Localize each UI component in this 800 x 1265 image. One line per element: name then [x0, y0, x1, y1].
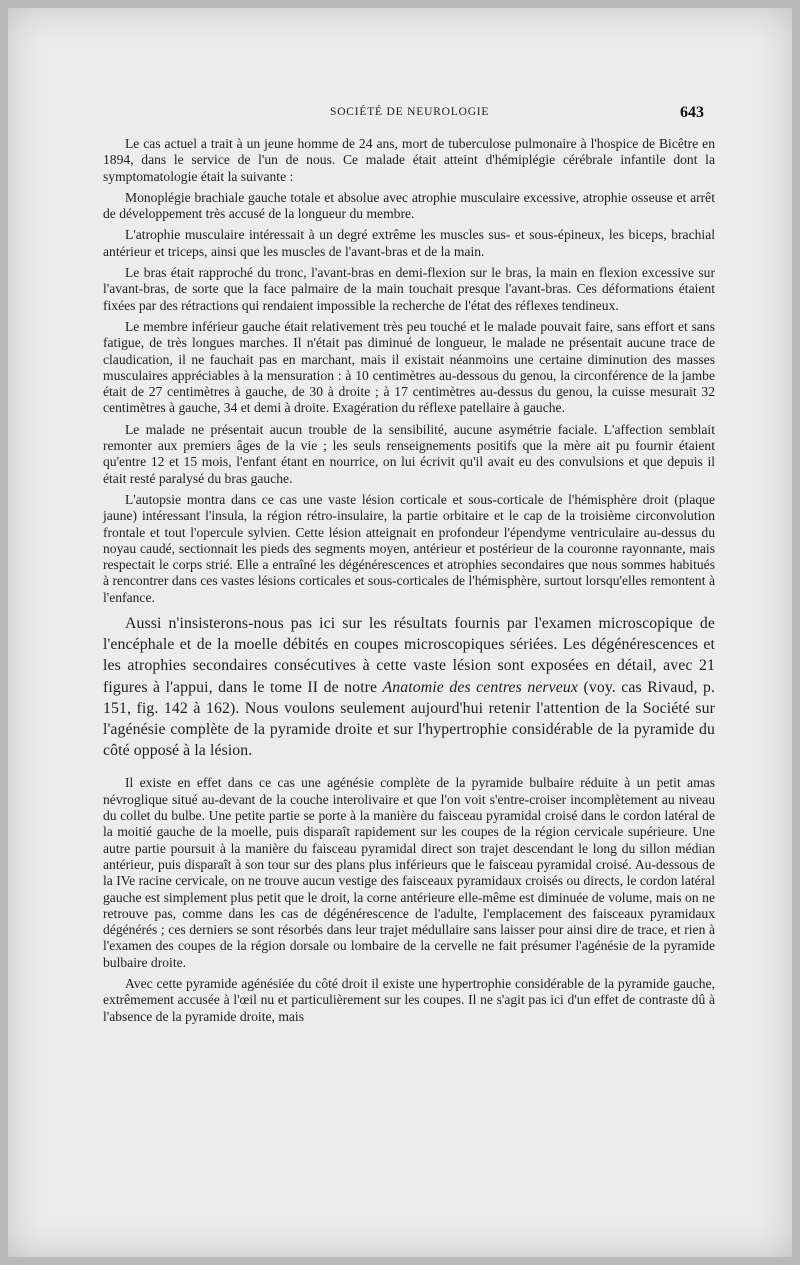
paragraph-7: L'autopsie montra dans ce cas une vaste lésion corticale et sous-corticale de l'hémisphère droit (plaque jaune) intéressant l'insula, la région rétro-insulaire, la partie orbitaire et le cap de la troisième circonvolution frontale et tout l'opercule sylvien. Cette lésion atteignait en profondeur l'épendyme ventriculaire au-dessus du noyau caudé, sectionnait les pieds des segments moyen, antérieur et postérieur de la couronne rayonnante, mais respectait le corps strié. Elle a entraîné les dégénérescences et atrophies secondaires que nous sommes habitués à rencontrer dans ces vastes lésions corticales et sous-corticales de l'hémisphère, surtout lorsqu'elles remontent à l'enfance.: [103, 491, 715, 605]
paragraph-6: Le malade ne présentait aucun trouble de la sensibilité, aucune asymétrie faciale. L'affection semblait remonter aux premiers âges de la vie ; les seuls renseignements positifs que la mère ait pu fournir étaient qu'entre 12 et 15 mois, l'enfant étant en nourrice, on lui écrivit qu'il avait eu des convulsions et que depuis il était resté paralysé du bras gauche.: [103, 421, 715, 486]
paragraph-4: Le bras était rapproché du tronc, l'avant-bras en demi-flexion sur le bras, la main en flexion excessive sur l'avant-bras, de sorte que la face palmaire de la main touchait presque l'avant-bras. Ces déformations étaient fixées par des rétractions qui rendaient impossible la recherche de l'état des réflexes tendineux.: [103, 265, 715, 313]
paragraph-8: [103, 613, 715, 761]
running-head: SOCIÉTÉ DE NEUROLOGIE: [330, 106, 490, 118]
page-header: [8, 106, 792, 136]
paragraph-8-part-a: Aussi n'insisterons-nous pas ici sur les résultats fournis par l'examen microscopique de l'encéphale et de la moelle débités en coupes microscopiques sériées. Les dégénérescences et les atrophies secondaires consécutives à cette vaste lésion sont exposées en détail, avec 21 figures à l'appui, dans le tome II de notre: [103, 615, 715, 696]
paragraph-9: Il existe en effet dans ce cas une agénésie complète de la pyramide bulbaire réduite à un petit amas névroglique situé au-devant de la couche interolivaire et que l'on voit s'entre-croiser incomplètement au niveau du collet du bulbe. Une petite partie se porte à la manière du faisceau pyramidal croisé dans le cordon latéral de la moitié gauche de la moelle, puis disparaît rapidement sur les coupes de la région cervicale supérieure. Une autre partie poursuit à la manière du faisceau pyramidal direct son trajet descendant le long du sillon médian antérieur, puis disparaît à son tour sur des plans plus inférieurs que le faisceau pyramidal croisé. Au-dessous de la IVe racine cervicale, on ne trouve aucun vestige des faisceaux pyramidaux croisés ou directs, le cordon latéral gauche est simplement plus petit que le droit, la corne antérieure elle-même est diminuée de volume, mais on ne retrouve pas, comme dans les cas de dégénérescence de l'adulte, l'emplacement des faisceaux pyramidaux dégénérés ; ces derniers se sont résorbés dans leur trajet médullaire sans laisser pour ainsi dire de trace, et rien à l'examen des coupes de la région dorsale ou lombaire de la cervelle ne fait présumer l'agénésie de la pyramide bulbaire droite.: [103, 775, 715, 970]
paragraph-8-part-b: (voy. cas Rivaud, p. 151, fig. 142 à 162). Nous voulons seulement aujourd'hui retenir l'attention de la Société sur l'agénésie complète de la pyramide droite et sur l'hypertrophie considérable de la pyramide du côté opposé à la lésion.: [103, 678, 715, 760]
paragraph-1: Le cas actuel a trait à un jeune homme de 24 ans, mort de tuberculose pulmonaire à l'hospice de Bicêtre en 1894, dans le service de l'un de nous. Ce malade était atteint d'hémiplégie cérébrale infantile dont la symptomatologie était la suivante :: [103, 136, 715, 184]
body-text: [103, 136, 715, 1030]
page-number: 643: [680, 104, 704, 121]
paragraph-3: L'atrophie musculaire intéressait à un degré extrême les muscles sus- et sous-épineux, les biceps, brachial antérieur et triceps, ainsi que les muscles de l'avant-bras et de la main.: [103, 227, 715, 259]
paragraph-5: Le membre inférieur gauche était relativement très peu touché et le malade pouvait faire, sans effort et sans fatigue, de très longues marches. Il n'était pas diminué de longueur, le malade ne présentait aucune trace de claudication, il ne fauchait pas en marchant, mais il existait néanmoins une certaine diminution des masses musculaires appréciables à la mensuration : à 10 centimètres au-dessous du genou, la circonférence de la jambe était de 27 centimètres à gauche, de 30 à droite ; à 17 centimètres au-dessus du genou, la cuisse mesurait 32 centimètres à gauche, 34 et demi à droite. Exagération du réflexe patellaire à gauche.: [103, 318, 715, 416]
book-page: [8, 8, 792, 1257]
paragraph-8-italic-title: Anatomie des centres nerveux: [382, 678, 579, 696]
paragraph-2: Monoplégie brachiale gauche totale et absolue avec atrophie musculaire excessive, atrophie osseuse et arrêt de développement très accusé de la longueur du membre.: [103, 189, 715, 222]
paragraph-10: Avec cette pyramide agénésiée du côté droit il existe une hypertrophie considérable de la pyramide gauche, extrêmement accusée à l'œil nu et particulièrement sur les coupes. Il ne s'agit pas ici d'un effet de contraste dû à l'absence de la pyramide droite, mais: [103, 976, 715, 1024]
